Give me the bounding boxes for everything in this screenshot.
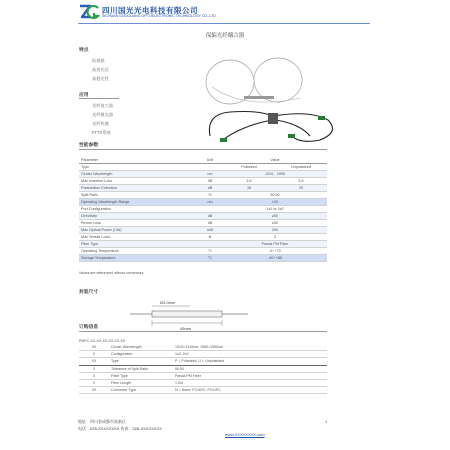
footer-web xyxy=(225,432,265,437)
section-divider xyxy=(79,331,327,332)
spec-cell: 3.6 xyxy=(275,178,327,185)
page-number: 1 xyxy=(325,419,328,424)
application-item: 光纤传感 xyxy=(92,121,109,126)
spec-cell: Fiber Type xyxy=(79,241,197,248)
spec-row xyxy=(79,199,327,206)
spec-cell: °C xyxy=(197,248,223,255)
ordering-row xyxy=(79,351,327,358)
spec-row xyxy=(79,171,327,178)
spec-cell: % xyxy=(197,192,223,199)
dimension-length-label: 45mm xyxy=(180,326,192,331)
spec-cell: Polarization Extinction xyxy=(79,185,197,192)
ordering-cell: Fiber Length xyxy=(109,379,173,386)
ordering-row xyxy=(79,372,327,379)
ordering-cell: XX xyxy=(79,358,109,365)
ordering-cell: Tolerance of Split Ratio xyxy=(109,365,173,372)
spec-cell: ≥50 xyxy=(223,220,327,227)
section-divider xyxy=(79,149,327,150)
ordering-cell: 1310=1310nm; 1550=1550nm xyxy=(173,344,327,351)
spec-cell: Panda PM Fiber xyxy=(223,241,327,248)
header-divider xyxy=(78,23,370,24)
spec-row xyxy=(79,192,327,199)
company-name-en: SICHUAN GUOGUANG OPTOELECTRONIC TECHNOLOGY CO.,LTD xyxy=(102,14,216,18)
spec-cell: 300 xyxy=(223,227,327,234)
spec-cell: Type xyxy=(79,164,197,171)
section-divider xyxy=(79,98,119,99)
spec-subheader-row xyxy=(79,164,327,171)
spec-cell: 1x2 or 2x2 xyxy=(223,206,327,213)
spec-row xyxy=(79,255,327,262)
feature-item: 低插损 xyxy=(92,58,105,63)
spec-header-cell: Value xyxy=(223,157,327,164)
spec-header-cell: Unit xyxy=(197,157,223,164)
spec-row xyxy=(79,206,327,213)
spec-cell: Return Loss xyxy=(79,220,197,227)
features-heading: 特点 xyxy=(79,48,89,53)
ordering-row xyxy=(79,358,327,365)
ordering-cell: Center Wavelength xyxy=(109,344,173,351)
applications-heading: 应用 xyxy=(79,93,89,98)
footer-phone: 电话：028-XXXXXXXX 传真：028-XXXXXXXX xyxy=(78,426,162,431)
footer-address: 地址：四川省成都市高新区 xyxy=(78,419,126,424)
feature-item: 高稳定性 xyxy=(92,76,109,81)
spec-row xyxy=(79,213,327,220)
spec-row xyxy=(79,248,327,255)
dimension-diameter-label: Ø3.0mm xyxy=(160,300,176,305)
ordering-row xyxy=(79,379,327,386)
spec-cell: dB xyxy=(197,213,223,220)
ordering-cell: N = None; FC/APC; FC/UPC xyxy=(173,387,327,394)
spec-cell: dB xyxy=(197,178,223,185)
spec-cell: Storage Temperature xyxy=(79,255,197,262)
spec-cell: dB xyxy=(197,220,223,227)
document-title: 保偏光纤耦合器 xyxy=(205,33,245,39)
ordering-cell: Fiber Type xyxy=(109,372,173,379)
spec-cell: 3.6 xyxy=(223,178,275,185)
ordering-heading: 订购信息 xyxy=(79,325,99,330)
ordering-cell: X xyxy=(79,365,109,372)
ordering-cell: P = Polarized; U = Unpolarized xyxy=(173,358,327,365)
spec-cell xyxy=(197,206,223,213)
specs-heading: 性能参数 xyxy=(79,143,99,148)
footer-website-link[interactable]: www.XXXXXXXX.com xyxy=(225,432,265,437)
application-item: 光纤激光器 xyxy=(92,112,113,117)
spec-cell: Unpolarized xyxy=(275,164,327,171)
company-name-cn: 四川国光光电科技有限公司 xyxy=(102,6,198,15)
spec-cell: mW xyxy=(197,227,223,234)
spec-row xyxy=(79,241,327,248)
application-item: 光纤放大器 xyxy=(92,103,113,108)
spec-cell: Directivity xyxy=(79,213,197,220)
spec-cell: dB xyxy=(197,185,223,192)
ordering-row xyxy=(79,365,327,372)
ordering-cell: Connector Type xyxy=(109,387,173,394)
spec-cell: Max Insertion Loss xyxy=(79,178,197,185)
spec-row xyxy=(79,234,327,241)
application-item: FTTX系统 xyxy=(92,130,111,135)
spec-cell: -40~+85 xyxy=(223,255,327,262)
spec-cell: Operating Temperature xyxy=(79,248,197,255)
spec-cell: Split Ratio xyxy=(79,192,197,199)
spec-note: Values are referenced without connectors. xyxy=(79,271,145,275)
spec-cell: 1310、1550 xyxy=(223,171,327,178)
ordering-cell: 1x2; 2x2 xyxy=(173,351,327,358)
spec-cell: nm xyxy=(197,199,223,206)
ordering-table xyxy=(79,344,327,394)
product-photo xyxy=(200,52,350,152)
spec-cell: Port Configuration xyxy=(79,206,197,213)
ordering-cell: 1.0m xyxy=(173,379,327,386)
spec-cell: Center Wavelength xyxy=(79,171,197,178)
ordering-code: PMFC-XX-XX-XX-XX-XX-XX xyxy=(79,339,126,343)
spec-cell: 5 xyxy=(223,234,327,241)
spec-cell: Polarized xyxy=(223,164,275,171)
spec-cell: -5~+70 xyxy=(223,248,327,255)
ordering-cell: Configuration xyxy=(109,351,173,358)
ordering-cell: Panda PM Fiber xyxy=(173,372,327,379)
company-logo xyxy=(78,3,100,21)
spec-row xyxy=(79,220,327,227)
spec-cell xyxy=(197,164,223,171)
ordering-row xyxy=(79,387,327,394)
spec-cell: °C xyxy=(197,255,223,262)
ordering-cell: X xyxy=(79,379,109,386)
spec-cell: Max Tensile Load xyxy=(79,234,197,241)
feature-item: 高消光比 xyxy=(92,67,109,72)
spec-cell: ≥50 xyxy=(223,213,327,220)
spec-cell: 50:50 xyxy=(223,192,327,199)
spec-cell xyxy=(197,241,223,248)
spec-header-cell: Parameter xyxy=(79,157,197,164)
spec-cell: Operating Wavelength Range xyxy=(79,199,197,206)
dimensions-heading: 封装尺寸 xyxy=(79,290,99,295)
ordering-cell: X xyxy=(79,351,109,358)
spec-cell: nm xyxy=(197,171,223,178)
spec-cell: N xyxy=(197,234,223,241)
page-header xyxy=(78,3,378,23)
footer-contact xyxy=(78,426,162,432)
spec-cell: Max Optical Power (CW) xyxy=(79,227,197,234)
dimension-drawing xyxy=(130,296,250,336)
ordering-cell: Type xyxy=(109,358,173,365)
spec-cell: 20 xyxy=(275,185,327,192)
ordering-cell: X xyxy=(79,372,109,379)
spec-row xyxy=(79,185,327,192)
spec-cell: ±20 xyxy=(223,199,327,206)
spec-table xyxy=(79,157,327,262)
spec-row xyxy=(79,178,327,185)
spec-cell: 18 xyxy=(223,185,275,192)
spec-row xyxy=(79,227,327,234)
ordering-cell: XX xyxy=(79,344,109,351)
ordering-row xyxy=(79,344,327,351)
ordering-cell: XX xyxy=(79,387,109,394)
ordering-cell: 50:50 xyxy=(173,365,327,372)
